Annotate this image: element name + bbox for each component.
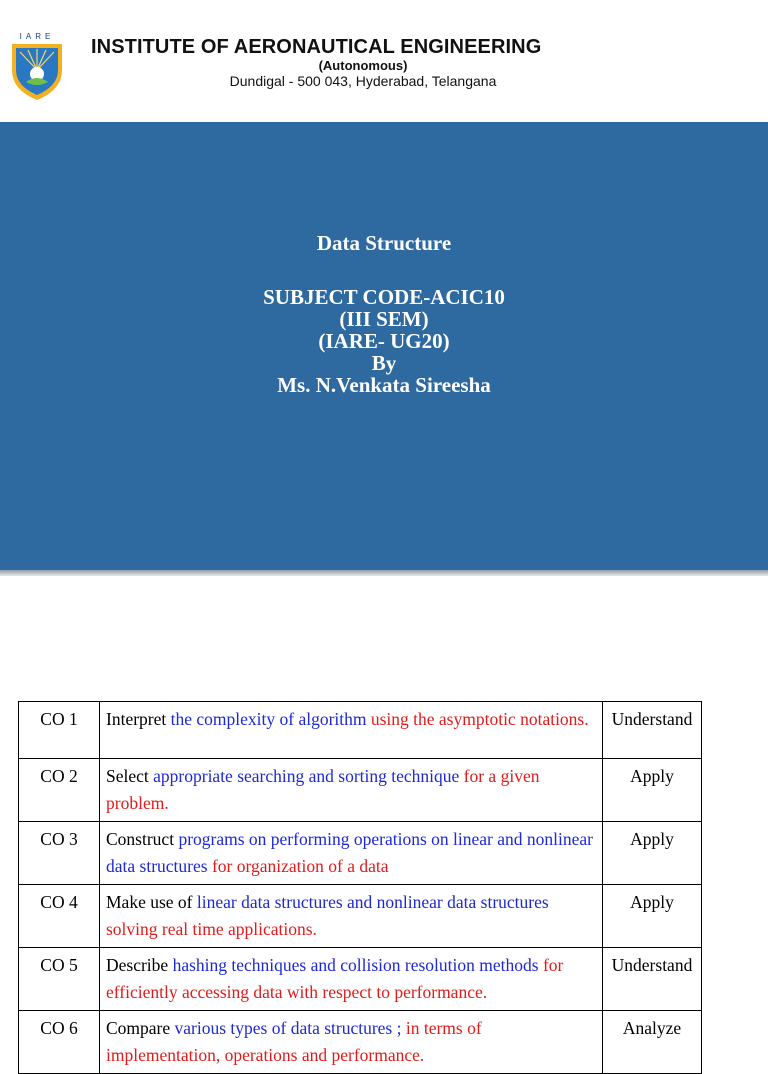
co-level-cell: Apply	[603, 759, 702, 822]
co-description-cell	[100, 1011, 603, 1074]
course-title: Data Structure	[316, 231, 452, 255]
institute-autonomous: (Autonomous)	[318, 58, 408, 73]
co-description-part1: appropriate searching and sorting technique	[148, 766, 460, 786]
co-id-cell: CO 5	[19, 948, 100, 1011]
course-outcomes-table	[18, 701, 702, 1074]
co-description-part2: using the asymptotic notations.	[370, 709, 589, 729]
co-id-cell: CO 4	[19, 885, 100, 948]
co-level-cell: Understand	[603, 948, 702, 1011]
regulation: (IARE- UG20)	[318, 329, 450, 353]
co-level-cell: Understand	[603, 702, 702, 759]
co-description-part2: for a given problem.	[106, 766, 540, 813]
institute-header	[0, 0, 768, 122]
co-description-cell	[100, 702, 603, 759]
institute-name: INSTITUTE OF AERONAUTICAL ENGINEERING	[91, 36, 542, 58]
co-level-cell: Apply	[603, 885, 702, 948]
co-id-cell: CO 6	[19, 1011, 100, 1074]
co-id-cell: CO 1	[19, 702, 100, 759]
table-row	[19, 1011, 702, 1074]
co-verb: Describe	[106, 955, 169, 975]
co-level-cell: Apply	[603, 822, 702, 885]
author-name: Ms. N.Venkata Sireesha	[277, 373, 491, 397]
co-description-cell	[100, 759, 603, 822]
co-description-part1: linear data structures and nonlinear data structures	[192, 892, 549, 912]
co-description-part1: various types of data structures ;	[170, 1018, 402, 1038]
co-description-cell	[100, 885, 603, 948]
co-verb: Make use of	[106, 892, 193, 912]
co-id-cell: CO 2	[19, 759, 100, 822]
semester: (III SEM)	[339, 307, 429, 331]
by-label: By	[371, 351, 397, 375]
table-row	[19, 822, 702, 885]
banner-shadow	[0, 570, 768, 576]
co-description-part2: for efficiently accessing data with respect to performance.	[106, 955, 564, 1002]
co-description-part1: the complexity of algorithm	[166, 709, 371, 729]
co-description-part2: in terms of implementation, operations and performance.	[106, 1018, 482, 1065]
co-verb: Interpret	[106, 709, 167, 729]
table-row	[19, 885, 702, 948]
co-id-cell: CO 3	[19, 822, 100, 885]
co-verb: Compare	[106, 1018, 171, 1038]
logo-text: IARE	[19, 32, 55, 41]
co-verb: Select	[106, 766, 149, 786]
table-row	[19, 702, 702, 759]
co-level-cell: Analyze	[603, 1011, 702, 1074]
co-description-cell	[100, 822, 603, 885]
table-row	[19, 759, 702, 822]
table-row	[19, 948, 702, 1011]
co-description-part1: programs on performing operations on linear and nonlinear data structures	[106, 829, 593, 876]
institute-address: Dundigal - 500 043, Hyderabad, Telangana	[229, 73, 497, 89]
co-verb: Construct	[106, 829, 175, 849]
co-description-part2: for organization of a data	[207, 856, 389, 876]
subject-code: SUBJECT CODE-ACIC10	[263, 285, 505, 309]
co-description-cell	[100, 948, 603, 1011]
co-description-part1: hashing techniques and collision resolution methods	[168, 955, 539, 975]
title-banner	[0, 122, 768, 570]
co-description-part2: solving real time applications.	[106, 919, 317, 939]
